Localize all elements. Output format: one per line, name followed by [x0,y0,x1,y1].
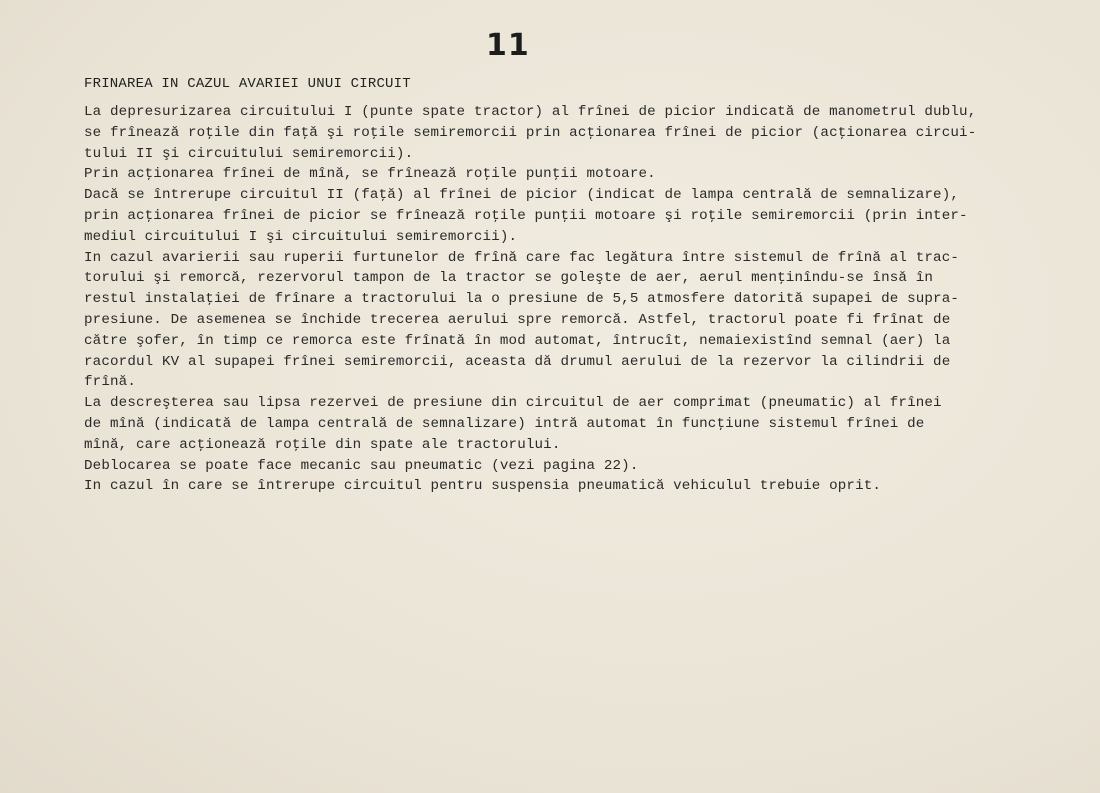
text-line: La depresurizarea circuitului I (punte spate tractor) al frînei de picior indicată de manometrul dublu, [84,104,977,120]
text-line: In cazul avarierii sau ruperii furtunelor de frînă care fac legătura între sistemul de frînă al trac- [84,249,960,266]
text-line: se frînează roţile din faţă şi roţile semiremorcii prin acţionarea frînei de picior (acţionarea circui- [84,124,977,141]
text-line: presiune. De asemenea se închide trecerea aerului spre remorcă. Astfel, tractorul poate fi frînat de [84,311,951,328]
text-line: La descreşterea sau lipsa rezervei de presiune din circuitul de aer comprimat (pneumatic) al frînei [84,395,942,412]
section-heading: FRINAREA IN CAZUL AVARIEI UNUI CIRCUIT [84,76,411,92]
text-line: frînă. [84,374,136,391]
text-line: mediul circuitului I şi circuitului semiremorcii). [84,228,518,245]
body-text [84,102,1044,497]
text-line: Prin acţionarea frînei de mînă, se frînează roţile punţii motoare. [84,166,656,183]
text-line: către şofer, în timp ce remorca este frînată în mod automat, întrucît, nemaiexistînd semnal (aer) la [84,332,951,349]
text-line: prin acţionarea frînei de picior se frînează roţile punţii motoare şi roţile semiremorcii (prin inter- [84,207,968,224]
text-line: mînă, care acţionează roţile din spate ale tractorului. [84,436,561,453]
text-line: racordul KV al supapei frînei semiremorcii, aceasta dă drumul aerului de la rezervor la cilindrii de [84,353,951,370]
text-line: torului şi remorcă, rezervorul tampon de la tractor se goleşte de aer, aerul menţinîndu-se însă în [84,270,934,287]
text-line: In cazul în care se întrerupe circuitul pentru suspensia pneumatică vehiculul trebuie oprit. [84,478,882,495]
text-line: Dacă se întrerupe circuitul II (faţă) al frînei de picior (indicat de lampa centrală de semnalizare), [84,187,960,204]
text-line: restul instalaţiei de frînare a tractorului la o presiune de 5,5 atmosfere datorită supapei de supra- [84,291,960,308]
text-line: tului II şi circuitului semiremorcii). [84,145,414,162]
text-line: Deblocarea se poate face mecanic sau pneumatic (vezi pagina 22). [84,457,639,474]
text-line: de mînă (indicată de lampa centrală de semnalizare) intră automat în funcţiune sistemul frînei de [84,415,925,432]
page-number: 11 [486,28,530,63]
